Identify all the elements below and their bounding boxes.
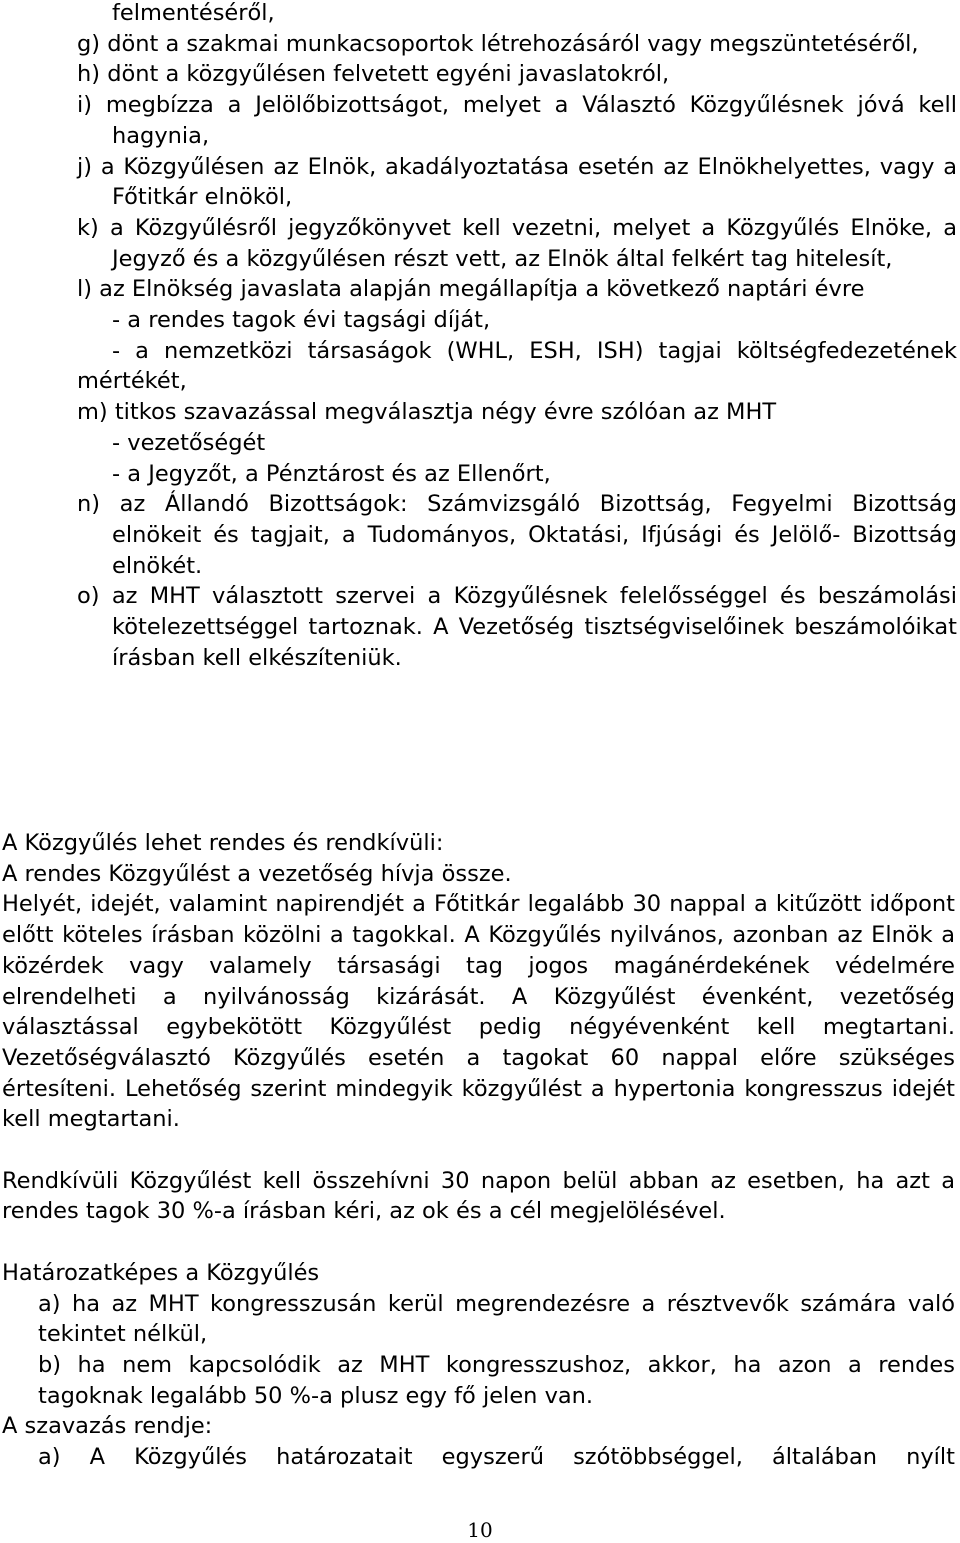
- list-subitem-intl: - a nemzetközi társaságok (WHL, ESH, ISH) tagjai költségfedezetének mértékét,: [77, 337, 957, 395]
- list-item-k: k) a Közgyűlésről jegyzőkönyvet kell vezetni, melyet a Közgyűlés Elnöke, a Jegyző és a közgyűlésen részt vett, az Elnök által felkért tag hitelesít,: [77, 214, 957, 272]
- list-item-n: n) az Állandó Bizottságok: Számvizsgáló Bizottság, Fegyelmi Bizottság elnökeit és tagjait, a Tudományos, Oktatási, Ifjúsági és Jelölő- Bizottság elnökét.: [77, 491, 957, 579]
- paragraph-regular: A rendes Közgyűlést a vezetőség hívja össze.: [2, 860, 512, 887]
- list-subitem-leadership: - vezetőségét: [112, 429, 266, 456]
- list-subitem-dues: - a rendes tagok évi tagsági díját,: [112, 307, 491, 334]
- list-section: [77, 0, 957, 673]
- list-item-m: m) titkos szavazással megválasztja négy évre szólóan az MHT: [77, 399, 777, 426]
- spacer: [2, 1227, 955, 1258]
- paragraph-types: A Közgyűlés lehet rendes és rendkívüli:: [2, 830, 444, 856]
- quorum-heading: Határozatképes a Közgyűlés: [2, 1259, 320, 1286]
- paragraph-details: Helyét, idejét, valamint napirendjét a Főtitkár legalább 30 nappal a kitűzött időpont előtt köteles írásban közölni a tagokkal. A Közgyűlés nyilvános, azonban az Elnök a közérdek vagy valamely társasági tag jogos magánérdekének védelmére elrendelheti a nyilvánosság kizárását. A Közgyűlést évenként, vezetőség választással egybekötött Közgyűlést pedig négyévenként kell megtartani. Vezetőségválasztó Közgyűlés esetén a tagokat 60 nappal előre szükséges értesíteni. Lehetőség szerint mindegyik közgyűlést a hypertonia kongresszus idejét kell megtartani.: [2, 891, 955, 1133]
- list-item-g: g) dönt a szakmai munkacsoportok létrehozásáról vagy megszüntetéséről,: [77, 30, 919, 57]
- list-item-j: j) a Közgyűlésen az Elnök, akadályoztatása esetén az Elnökhelyettes, vagy a Főtitkár elnököl,: [77, 153, 957, 211]
- page-number: 10: [467, 1518, 493, 1542]
- vote-heading: A szavazás rendje:: [2, 1413, 213, 1440]
- spacer: [2, 1135, 955, 1166]
- list-item-g-tail: felmentéséről,: [112, 0, 275, 26]
- list-item-i: i) megbízza a Jelölőbizottságot, melyet a Választó Közgyűlésnek jóvá kell hagynia,: [77, 92, 957, 149]
- list-item-l: l) az Elnökség javaslata alapján megállapítja a következő naptári évre: [77, 276, 865, 303]
- list-item-h: h) dönt a közgyűlésen felvetett egyéni javaslatokról,: [77, 61, 670, 88]
- list-item-o: o) az MHT választott szervei a Közgyűlésnek felelősséggel és beszámolási kötelezettséggel tartoznak. A Vezetőség tisztségviselőinek beszámolóikat írásban kell elkészíteniük.: [77, 583, 957, 671]
- quorum-item-b: b) ha nem kapcsolódik az MHT kongresszushoz, akkor, ha azon a rendes tagoknak legalább 50 %-a plusz egy fő jelen van.: [38, 1351, 955, 1409]
- body-section: [2, 828, 955, 1473]
- paragraph-extraordinary: Rendkívüli Közgyűlést kell összehívni 30 napon belül abban az esetben, ha azt a rendes tagok 30 %-a írásban kéri, az ok és a cél megjelölésével.: [2, 1167, 955, 1225]
- list-subitem-officers: - a Jegyzőt, a Pénztárost és az Ellenőrt,: [112, 460, 551, 487]
- vote-item-a: a) A Közgyűlés határozatait egyszerű szótöbbséggel, általában nyílt: [38, 1444, 955, 1471]
- quorum-item-a: a) ha az MHT kongresszusán kerül megrendezésre a résztvevők számára való tekintet nélkül,: [38, 1290, 955, 1348]
